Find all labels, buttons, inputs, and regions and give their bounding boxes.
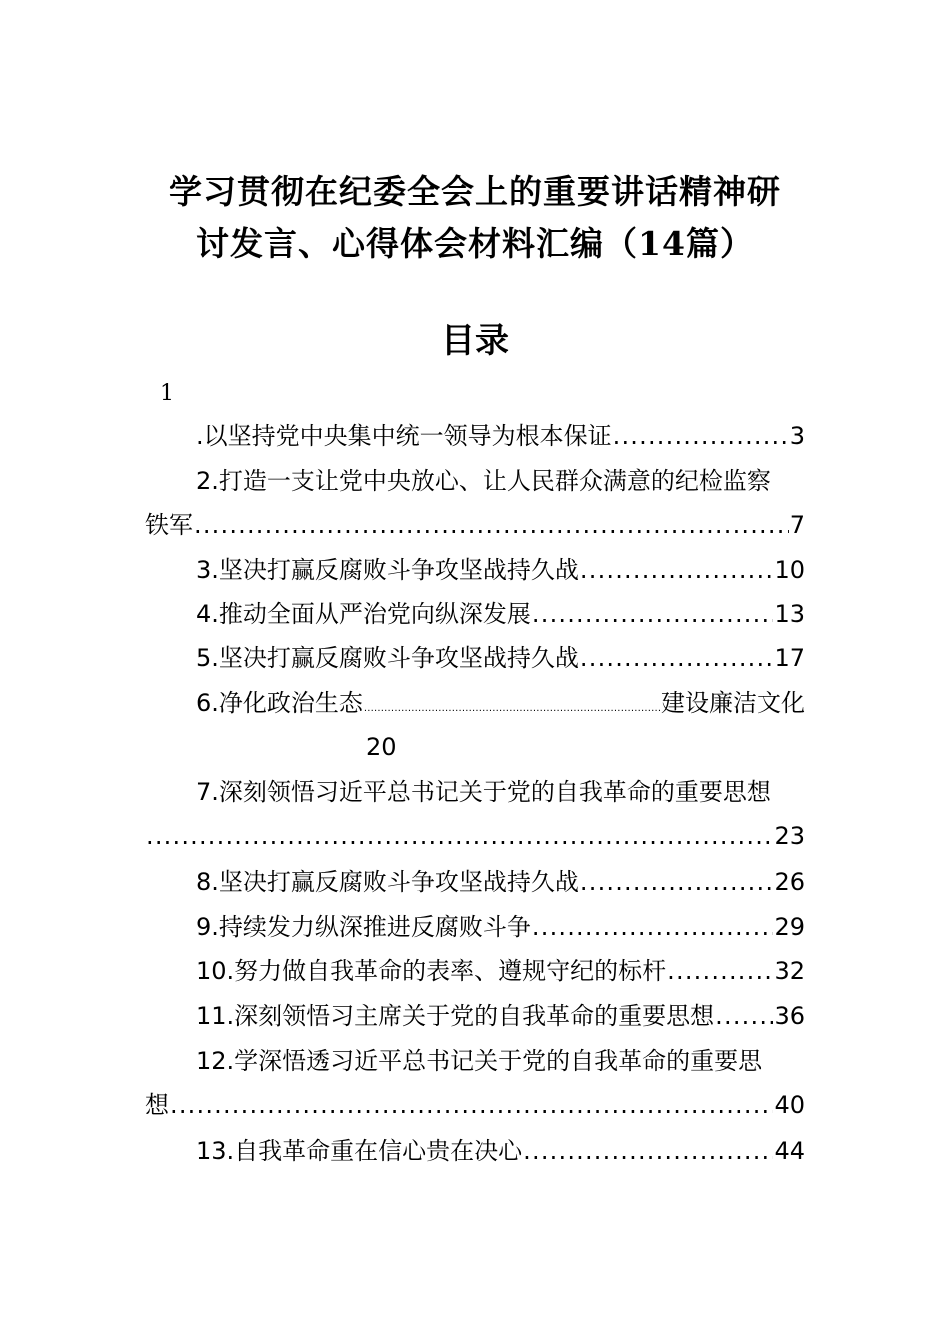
toc-entry-text: 6.净化政治生态 <box>196 689 363 717</box>
toc-leader-dots <box>364 691 660 727</box>
toc-entry-text: 10.努力做自我革命的表率、遵规守纪的标杆 <box>196 957 667 985</box>
toc-page-number: 44 <box>774 1137 805 1165</box>
toc-leader-dots <box>532 909 774 945</box>
toc-leader-dots <box>613 418 789 454</box>
toc-entry-5[interactable] <box>196 640 805 676</box>
toc-entry-1[interactable] <box>196 418 805 454</box>
toc-entry-11[interactable] <box>196 998 805 1034</box>
toc-entry-9[interactable] <box>196 909 805 945</box>
toc-entry-continuation: 铁军 <box>145 511 193 539</box>
toc-page-number: 10 <box>774 556 805 584</box>
toc-page-number: 36 <box>774 1002 805 1030</box>
toc-page-number: 40 <box>774 1091 805 1119</box>
toc-entry-text: 5.坚决打赢反腐败斗争攻坚战持久战 <box>196 644 579 672</box>
toc-entry-2[interactable] <box>196 463 771 499</box>
toc-page-number: 7 <box>789 511 805 539</box>
toc-entry-6-page <box>366 729 397 765</box>
toc-leader-dots <box>715 998 773 1034</box>
toc-entry-13[interactable] <box>196 1133 805 1169</box>
toc-entry-text: 7.深刻领悟习近平总书记关于党的自我革命的重要思想 <box>196 778 771 806</box>
toc-entry-text: 3.坚决打赢反腐败斗争攻坚战持久战 <box>196 556 579 584</box>
document-title-line-1: 学习贯彻在纪委全会上的重要讲话精神研 <box>169 172 781 211</box>
toc-page-number: 3 <box>789 422 805 450</box>
toc-page-number: 26 <box>774 868 805 896</box>
toc-entry-7[interactable] <box>196 774 771 810</box>
toc-entry-12-continuation[interactable] <box>145 1087 805 1123</box>
toc-entry-2-continuation[interactable] <box>145 507 805 543</box>
toc-page-number: 23 <box>774 822 805 850</box>
toc-entry-4[interactable] <box>196 596 805 632</box>
toc-leader-dots <box>170 1087 773 1123</box>
toc-leader-dots <box>580 640 774 676</box>
toc-page-number: 13 <box>774 600 805 628</box>
toc-leader-dots <box>580 552 774 588</box>
document-title-line-2: 讨发言、心得体会材料汇编（14篇） <box>196 224 754 263</box>
toc-entry-text: 2.打造一支让党中央放心、让人民群众满意的纪检监察 <box>196 467 771 495</box>
toc-entry-6[interactable] <box>196 685 805 727</box>
toc-page-number: 32 <box>774 957 805 985</box>
toc-entry-text: 8.坚决打赢反腐败斗争攻坚战持久战 <box>196 868 579 896</box>
toc-heading: 目录 <box>441 321 509 361</box>
toc-stray-number: 1 <box>160 381 174 406</box>
toc-page-number: 17 <box>774 644 805 672</box>
toc-entry-text: .以坚持党中央集中统一领导为根本保证 <box>196 422 612 450</box>
toc-leader-dots <box>146 818 773 854</box>
toc-entry-12[interactable] <box>196 1043 762 1079</box>
toc-entry-text: 11.深刻领悟习主席关于党的自我革命的重要思想 <box>196 1002 715 1030</box>
toc-entry-text-right: 建设廉洁文化 <box>661 689 805 717</box>
toc-entry-text: 9.持续发力纵深推进反腐败斗争 <box>196 913 531 941</box>
toc-leader-dots <box>532 596 774 632</box>
toc-entry-continuation: 想 <box>145 1091 169 1119</box>
toc-page-number: 20 <box>366 733 397 761</box>
toc-leader-dots <box>667 953 773 989</box>
toc-entry-7-continuation[interactable] <box>145 818 805 854</box>
toc-entry-text: 12.学深悟透习近平总书记关于党的自我革命的重要思 <box>196 1047 763 1075</box>
toc-entry-8[interactable] <box>196 864 805 900</box>
toc-entry-3[interactable] <box>196 552 805 588</box>
toc-entry-text: 13.自我革命重在信心贵在决心 <box>196 1137 523 1165</box>
toc-page-number: 29 <box>774 913 805 941</box>
toc-leader-dots <box>194 507 789 543</box>
toc-entry-10[interactable] <box>196 953 805 989</box>
toc-leader-dots <box>580 864 774 900</box>
toc-leader-dots <box>523 1133 773 1169</box>
toc-entry-text: 4.推动全面从严治党向纵深发展 <box>196 600 531 628</box>
